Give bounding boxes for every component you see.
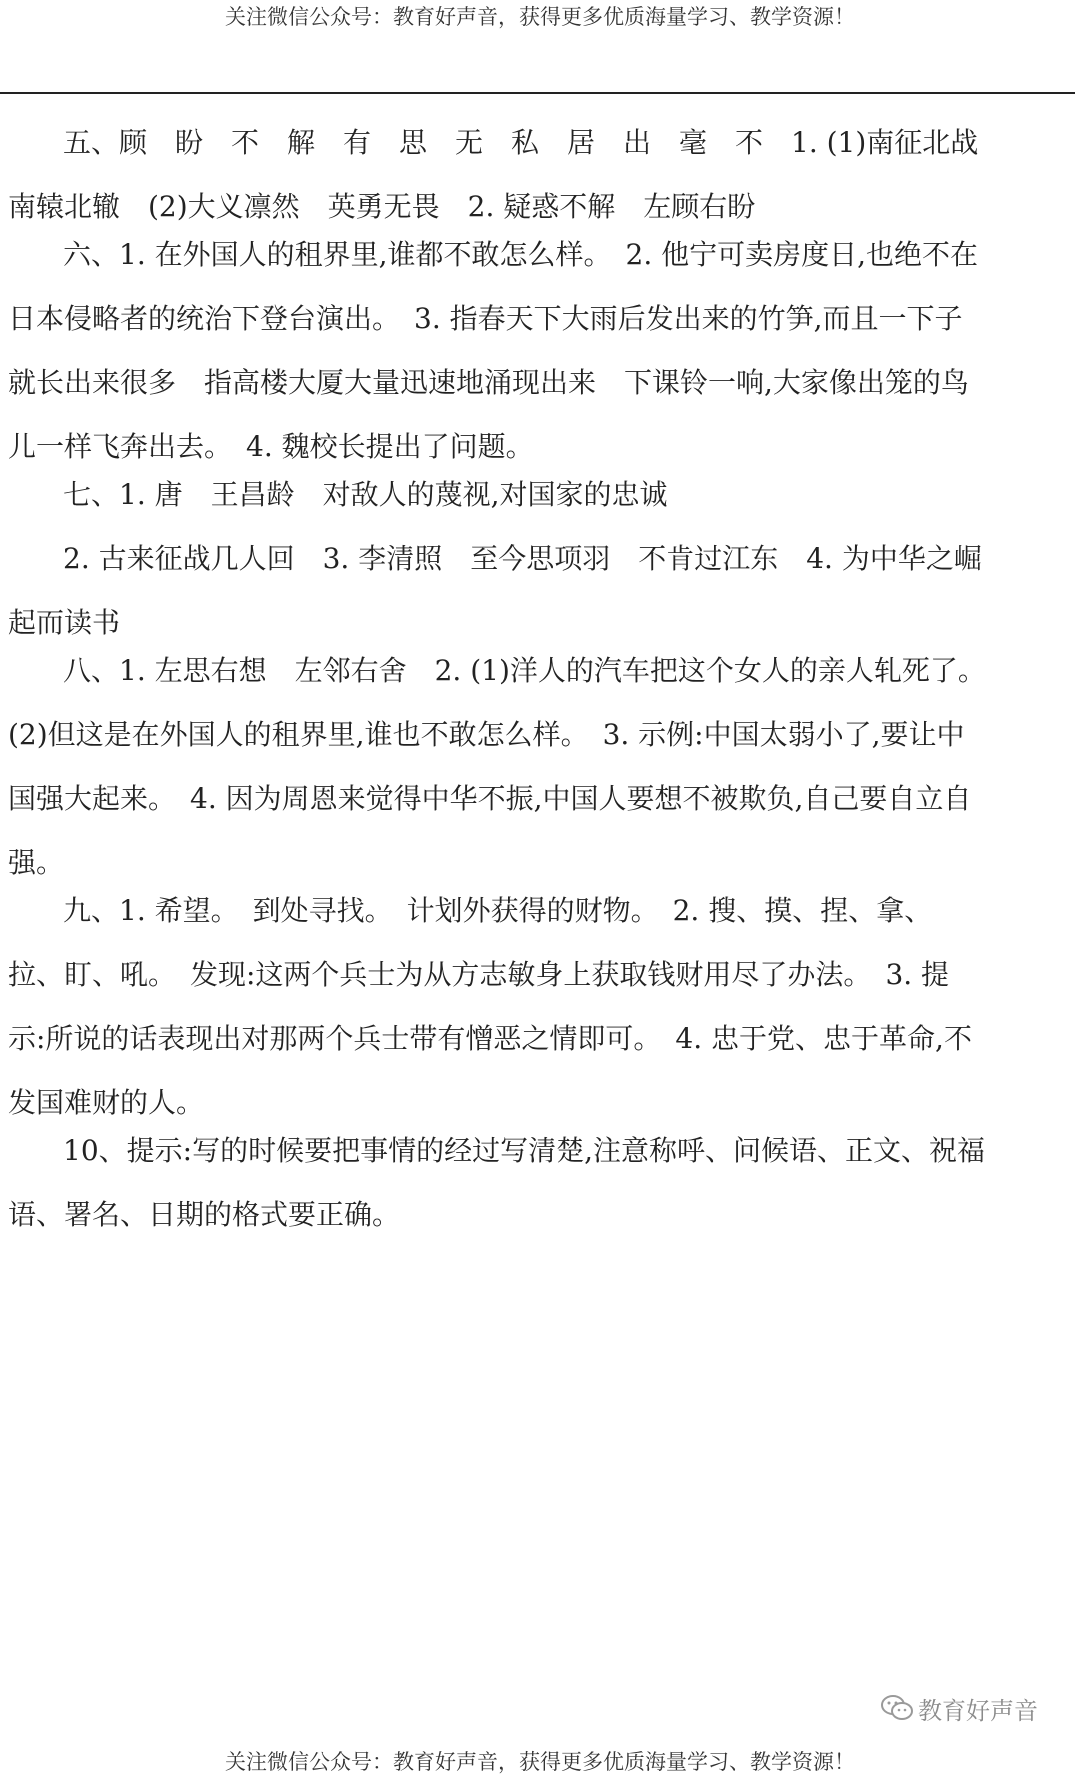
section-10-line-2: 语、署名、日期的格式要正确。: [8, 1200, 401, 1230]
answer-content: [8, 128, 1068, 1248]
section-7-line-2: 2. 古来征战几人回 3. 李清照 至今思项羽 不肯过江东 4. 为中华之崛: [63, 544, 982, 574]
section-8-line-2: (2)但这是在外国人的租界里,谁也不敢怎么样。 3. 示例:中国太弱小了,要让中: [8, 720, 965, 750]
section-6: [8, 240, 1068, 462]
section-7-line-1: 七、1. 唐 王昌龄 对敌人的蔑视,对国家的忠诚: [63, 480, 668, 510]
section-5: [8, 128, 1068, 222]
section-10-line-1: 10、提示:写的时候要把事情的经过写清楚,注意称呼、问候语、正文、祝福: [63, 1136, 985, 1166]
section-5-line-2: 南辕北辙 (2)大义凛然 英勇无畏 2. 疑惑不解 左顾右盼: [8, 192, 756, 222]
section-5-line-1: 五、顾 盼 不 解 有 思 无 私 居 出 毫 不 1. (1)南征北战: [63, 128, 979, 158]
page-header: 关注微信公众号：教育好声音，获得更多优质海量学习、教学资源！: [225, 5, 855, 29]
watermark-text: 教育好声音: [918, 1696, 1038, 1725]
section-7-line-3: 起而读书: [8, 608, 121, 638]
section-6-line-3: 就长出来很多 指高楼大厦大量迅速地涌现出来 下课铃一响,大家像出笼的鸟: [8, 368, 969, 398]
section-6-line-4: 儿一样飞奔出去。 4. 魏校长提出了问题。: [8, 432, 534, 462]
section-8: [8, 656, 1068, 878]
section-6-line-1: 六、1. 在外国人的租界里,谁都不敢怎么样。 2. 他宁可卖房度日,也绝不在: [63, 240, 979, 270]
section-6-line-2: 日本侵略者的统治下登台演出。 3. 指春天下大雨后发出来的竹笋,而且一下子: [8, 304, 963, 334]
page-footer: 关注微信公众号：教育好声音，获得更多优质海量学习、教学资源！: [225, 1750, 855, 1774]
section-10: [8, 1136, 1068, 1230]
wechat-icon: [880, 1694, 914, 1722]
section-8-line-3: 国强大起来。 4. 因为周恩来觉得中华不振,中国人要想不被欺负,自己要自立自: [8, 784, 972, 814]
header-divider: [0, 92, 1075, 94]
section-9-line-4: 发国难财的人。: [8, 1088, 205, 1118]
section-9-line-3: 示:所说的话表现出对那两个兵士带有憎恶之情即可。 4. 忠于党、忠于革命,不: [8, 1024, 972, 1054]
section-7: [8, 480, 1068, 638]
section-9-line-1: 九、1. 希望。 到处寻找。 计划外获得的财物。 2. 搜、摸、捏、拿、: [63, 896, 933, 926]
section-9: [8, 896, 1068, 1118]
watermark: [880, 1693, 1038, 1723]
section-8-line-4: 强。: [8, 848, 65, 878]
section-9-line-2: 拉、盯、吼。 发现:这两个兵士为从方志敏身上获取钱财用尽了办法。 3. 提: [8, 960, 950, 990]
section-8-line-1: 八、1. 左思右想 左邻右舍 2. (1)洋人的汽车把这个女人的亲人轧死了。: [63, 656, 986, 686]
